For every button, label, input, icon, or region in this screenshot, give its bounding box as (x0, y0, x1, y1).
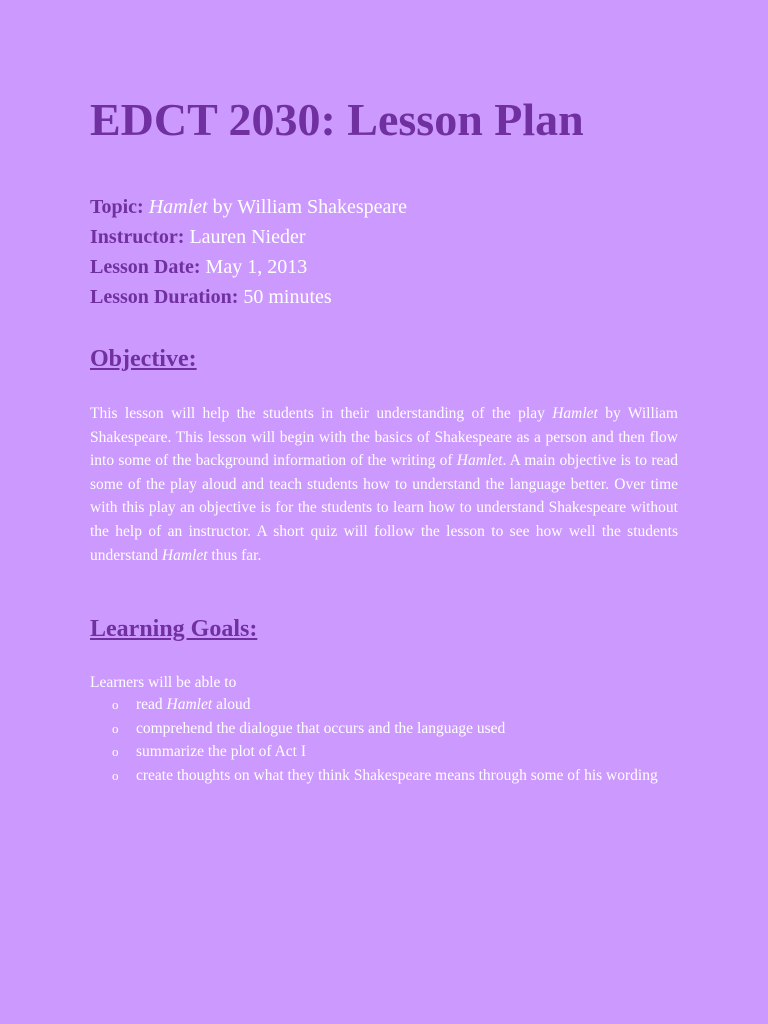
date-label: Lesson Date: (90, 256, 201, 278)
list-item (90, 693, 678, 717)
list-item (90, 717, 678, 741)
objective-italic-1: Hamlet (552, 405, 598, 422)
objective-paragraph (90, 402, 678, 567)
topic-title: Hamlet (148, 196, 208, 218)
duration-label: Lesson Duration: (90, 286, 239, 308)
goal-3: summarize the plot of Act I (136, 743, 307, 761)
instructor-value: Lauren Nieder (184, 226, 306, 248)
objective-text-1: This lesson will help the students in their understanding of the play (90, 405, 553, 422)
objective-text-2: by William Shakespeare. This lesson will begin with the basics of Shakespeare as a person and then flow into some of the background information of the writing of (90, 405, 678, 470)
goals-list (90, 693, 678, 787)
date-value: May 1, 2013 (200, 256, 308, 278)
duration-value: 50 minutes (238, 286, 332, 308)
objective-text-3: . A main objective is to read some of the play aloud and teach students how to understand the language better. Over time with this play an objective is for the students to learn how to understand Shakespeare without the help of an instructor. A short quiz will follow the lesson to see how well the students understand (90, 452, 678, 564)
topic-row (90, 192, 407, 222)
instructor-label: Instructor: (90, 226, 185, 248)
objective-italic-2: Hamlet (456, 452, 503, 470)
goal-1-pre: read (136, 696, 167, 713)
duration-row (90, 282, 407, 312)
list-item (90, 764, 678, 788)
bullet-icon: o (112, 720, 119, 736)
objective-heading: Objective: (90, 346, 197, 372)
objective-italic-3: Hamlet (161, 546, 208, 564)
goal-1-italic: Hamlet (166, 696, 213, 713)
page-title: EDCT 2030: Lesson Plan (90, 94, 584, 145)
instructor-row (90, 222, 407, 252)
date-row (90, 252, 407, 282)
list-item (90, 740, 678, 764)
goal-1-post: aloud (212, 696, 251, 713)
learning-goals-heading: Learning Goals: (90, 616, 258, 642)
topic-label: Topic: (90, 196, 144, 218)
goal-2: comprehend the dialogue that occurs and the language used (136, 719, 506, 737)
goals-intro: Learners will be able to (90, 674, 237, 691)
bullet-icon: o (112, 697, 119, 712)
objective-text-4: thus far. (207, 546, 262, 564)
bullet-icon: o (112, 744, 119, 760)
lesson-meta (90, 192, 407, 312)
goal-4: create thoughts on what they think Shakespeare means through some of his wording (136, 766, 658, 784)
bullet-icon: o (112, 767, 119, 783)
topic-rest: by William Shakespeare (207, 196, 407, 218)
